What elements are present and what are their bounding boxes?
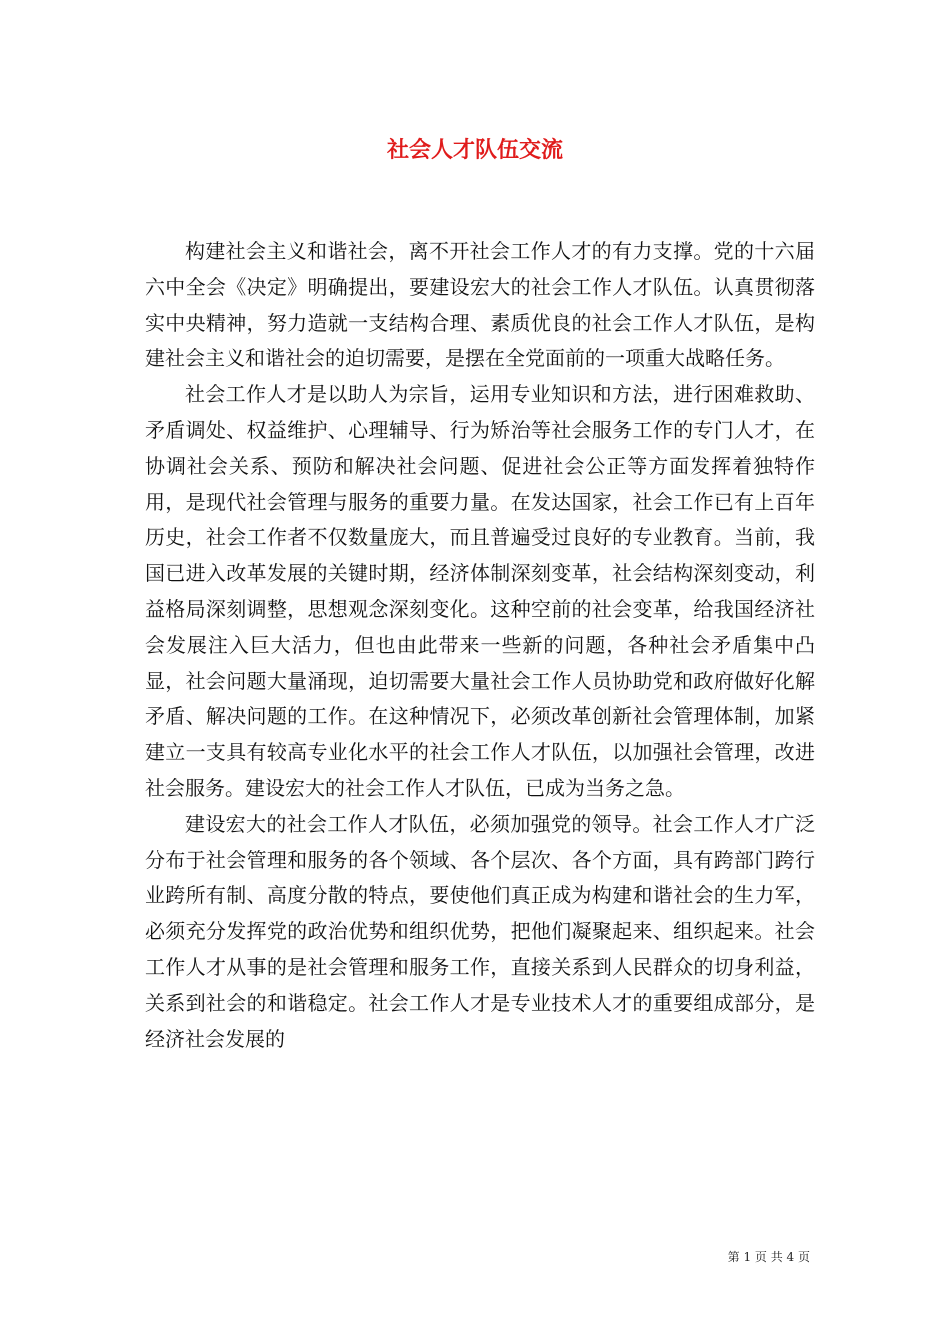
document-title: 社会人才队伍交流: [386, 137, 563, 163]
paragraph: 社会工作人才是以助人为宗旨，运用专业知识和方法，进行困难救助、矛盾调处、权益维护、心理辅导、行为矫治等社会服务工作的专门人才，在协调社会关系、预防和解决社会问题、促进社会公正等方面发挥着独特作用，是现代社会管理与服务的重要力量。在发达国家，社会工作已有上百年历史，社会工作者不仅数量庞大，而且普遍受过良好的专业教育。当前，我国已进入改革发展的关键时期，经济体制深刻变革，社会结构深刻变动，利益格局深刻调整，思想观念深刻变化。这种空前的社会变革，给我国经济社会发展注入巨大活力，但也由此带来一些新的问题，各种社会矛盾集中凸显，社会问题大量涌现，迫切需要大量社会工作人员协助党和政府做好化解矛盾、解决问题的工作。在这种情况下，必须改革创新社会管理体制，加紧建立一支具有较高专业化水平的社会工作人才队伍，以加强社会管理，改进社会服务。建设宏大的社会工作人才队伍，已成为当务之急。: [145, 382, 815, 800]
document-body: [145, 234, 815, 1057]
paragraph: 构建社会主义和谐社会，离不开社会工作人才的有力支撑。党的十六届六中全会《决定》明确提出，要建设宏大的社会工作人才队伍。认真贯彻落实中央精神，努力造就一支结构合理、素质优良的社会工作人才队伍，是构建社会主义和谐社会的迫切需要，是摆在全党面前的一项重大战略任务。: [145, 239, 815, 371]
paragraph: 建设宏大的社会工作人才队伍，必须加强党的领导。社会工作人才广泛分布于社会管理和服务的各个领域、各个层次、各个方面，具有跨部门跨行业跨所有制、高度分散的特点，要使他们真正成为构建和谐社会的生力军，必须充分发挥党的政治优势和组织优势，把他们凝聚起来、组织起来。社会工作人才从事的是社会管理和服务工作，直接关系到人民群众的切身利益，关系到社会的和谐稳定。社会工作人才是专业技术人才的重要组成部分，是经济社会发展的: [145, 811, 815, 1051]
page-number-footer: 第 1 页 共 4 页: [727, 1250, 810, 1264]
